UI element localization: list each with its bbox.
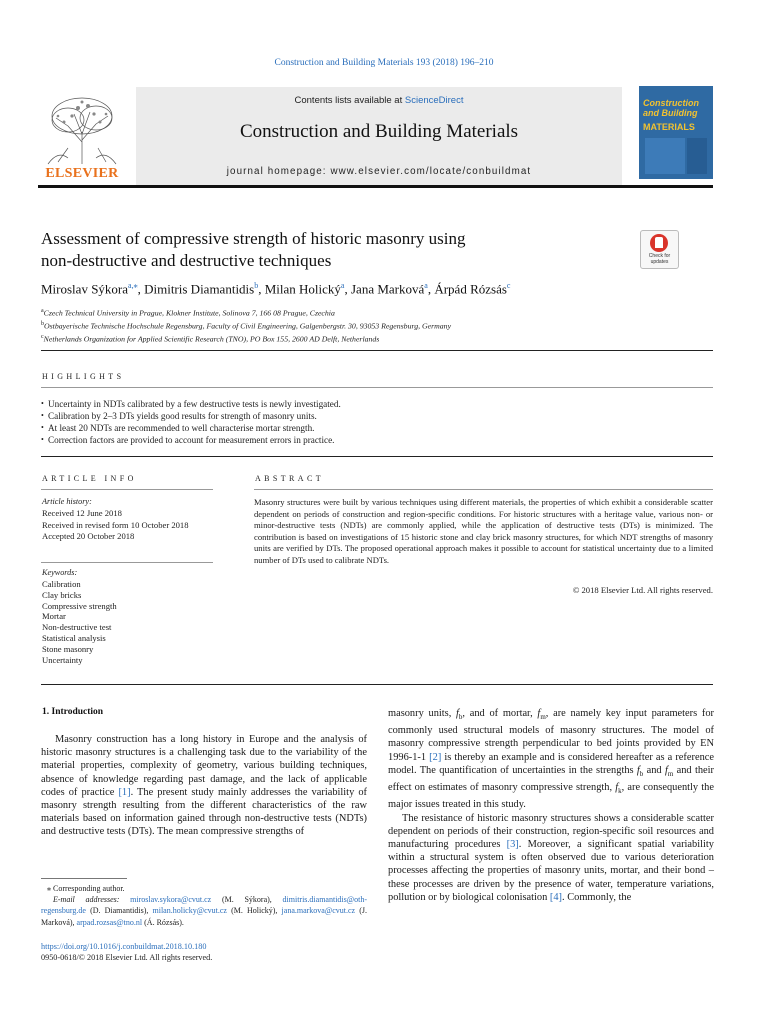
keyword[interactable]: Statistical analysis bbox=[42, 632, 106, 643]
divider bbox=[41, 489, 213, 490]
elsevier-tree-icon bbox=[38, 92, 126, 166]
article-history bbox=[42, 508, 242, 543]
author-affiliation-marker[interactable]: c bbox=[506, 281, 511, 290]
email-link[interactable]: dimitris.diamantidis@oth-regensburg.de bbox=[41, 895, 368, 916]
author-affiliation-marker[interactable]: a bbox=[340, 281, 345, 290]
affiliation bbox=[41, 319, 701, 332]
divider bbox=[41, 684, 713, 685]
author-name[interactable]: Dimitris Diamantidis bbox=[144, 281, 255, 297]
abstract-text: Masonry structures were built by various techniques using different materials, the properties of which exhibit a considerable scatter dependent on periods of construction and region-specific conditions. For historic structures with a heritage value, various non- or minor-destructive tests (NDTs) are commonly applied, while the application of destructive tests (DTs) is minimized. The contribution is based on investigations of 15 historic stone and clay brick masonry structures, for which NDT strengths of masonry units are verified by DTs. The proposed operational approach makes it possible to account for statistical uncertainty due to a limited number of DTs used to calibrate NDTs. bbox=[254, 497, 713, 565]
highlight-item: • Uncertainty in NDTs calibrated by a few destructive tests is newly investigated. bbox=[41, 398, 713, 410]
corresponding-author-note: ⁎ Corresponding author. bbox=[47, 884, 125, 893]
affiliation-marker: c bbox=[41, 333, 44, 340]
doi-block bbox=[41, 941, 212, 964]
reference-link-4[interactable]: [4] bbox=[549, 891, 563, 903]
email-link[interactable]: miroslav.sykora@cvut.cz bbox=[130, 895, 212, 905]
author-affiliation-marker[interactable]: a bbox=[424, 281, 428, 290]
body-column-right bbox=[388, 707, 714, 904]
affiliation bbox=[41, 306, 701, 319]
reference-link-1[interactable]: [1] bbox=[118, 786, 131, 798]
section-heading-introduction: 1. Introduction bbox=[42, 707, 104, 717]
author-name[interactable]: Milan Holický bbox=[264, 281, 341, 297]
journal-homepage-link[interactable]: www.elsevier.com/locate/conbuildmat bbox=[330, 166, 532, 177]
abstract-heading: ABSTRACT bbox=[255, 474, 324, 483]
author-list: Miroslav Sýkora$^{a,⁎}$, Dimitris Diamantidis$^b$, Milan Holický$^a$, Jana Marková$^a$, Árpád Rózsás$^c$ bbox=[41, 281, 511, 297]
sciencedirect-link[interactable]: ScienceDirect bbox=[404, 95, 464, 106]
elsevier-logo bbox=[38, 92, 126, 182]
paragraph: Masonry construction has a long history in Europe and the analysis of historic masonry structures is a challenging task due to the variability of the material properties, complexity of geometry, various building techniques, absence of knowledge regarding past damage, and the lack of applicable codes of practice [1]. The present study mainly addresses the variability of masonry strength resulting from the different characteristics of the raw materials based on information gained through non-destructive tests (NDTs) and destructive tests (DTs). The mean compressive strengths of bbox=[41, 734, 367, 838]
article-title: Assessment of compressive strength of historic masonry using non-destructive and destructive techniques bbox=[41, 229, 466, 270]
journal-homepage: journal homepage: www.elsevier.com/locate/conbuildmat bbox=[226, 166, 532, 177]
divider bbox=[254, 489, 713, 490]
highlights-list bbox=[41, 398, 713, 446]
reference-link-3[interactable]: [3] bbox=[506, 839, 519, 851]
author-name[interactable]: Árpád Rózsás bbox=[434, 281, 507, 297]
author-name[interactable]: Miroslav Sýkora bbox=[41, 281, 129, 297]
bookmark-icon bbox=[650, 234, 668, 252]
highlight-item: • Calibration by 2–3 DTs yields good results for strength of masonry units. bbox=[41, 410, 713, 422]
email-addresses: E-mail addresses: miroslav.sykora@cvut.cz (M. Sýkora), dimitris.diamantidis@oth-regensburg.de (D. Diamantidis), milan.holicky@cvut.cz (M. Holický), jana.markova@cvut.cz (J. Marková), arpad.rozsas@tno.nl (Á. Rózsás). bbox=[41, 895, 368, 927]
abstract-copyright: © 2018 Elsevier Ltd. All rights reserved. bbox=[572, 585, 713, 595]
history-entry: Received 12 June 2018 bbox=[42, 508, 122, 518]
keyword[interactable]: Compressive strength bbox=[42, 600, 117, 611]
history-entry: Received in revised form 10 October 2018 bbox=[42, 519, 189, 530]
affiliation-text: Ostbayerische Technische Hochschule Regensburg, Faculty of Civil Engineering, Galgenbergstr. 30, 93053 Regensburg, Germany bbox=[44, 321, 452, 331]
email-label: E-mail addresses: bbox=[53, 895, 131, 905]
author-affiliation-marker[interactable]: b bbox=[254, 281, 259, 290]
cover-graphic bbox=[645, 138, 685, 174]
cover-title: Construction and Building bbox=[643, 98, 699, 118]
contents-available: Contents lists available at ScienceDirect bbox=[294, 95, 464, 106]
affiliation-text: Netherlands Organization for Applied Scientific Research (TNO), PO Box 155, 2600 AD Delft, Netherlands bbox=[43, 334, 380, 344]
keyword[interactable]: Uncertainty bbox=[42, 654, 83, 665]
footnotes bbox=[41, 883, 367, 928]
doi-link[interactable]: https://doi.org/10.1016/j.conbuildmat.2018.10.180 bbox=[41, 942, 207, 951]
cover-graphic-strip bbox=[687, 138, 707, 174]
reference-link-2[interactable]: [2] bbox=[429, 751, 442, 763]
issn-line: 0950-0618/© 2018 Elsevier Ltd. All rights reserved. bbox=[41, 953, 213, 963]
email-link[interactable]: arpad.rozsas@tno.nl bbox=[76, 917, 143, 927]
history-label: Article history: bbox=[42, 497, 92, 506]
keyword-list bbox=[42, 579, 222, 665]
divider bbox=[41, 387, 713, 388]
affiliation-marker: a bbox=[41, 308, 44, 314]
affiliation-list bbox=[41, 306, 701, 345]
author-affiliation-marker[interactable]: a,⁎ bbox=[128, 281, 138, 290]
check-for-updates-button[interactable] bbox=[640, 230, 679, 269]
footnote-rule bbox=[41, 878, 127, 879]
email-link[interactable]: jana.markova@cvut.cz bbox=[281, 906, 356, 916]
divider bbox=[41, 350, 713, 351]
article-info-heading: ARTICLE INFO bbox=[42, 474, 137, 483]
journal-citation-link[interactable]: Construction and Building Materials 193 (2018) 196–210 bbox=[274, 58, 494, 68]
keyword[interactable]: Non-destructive test bbox=[42, 622, 112, 633]
affiliation-marker: b bbox=[41, 320, 44, 327]
masthead-rule bbox=[38, 185, 713, 188]
check-updates-label: Check for updates bbox=[648, 253, 671, 265]
affiliation bbox=[41, 332, 701, 345]
journal-cover-thumbnail[interactable] bbox=[639, 86, 713, 179]
keyword[interactable]: Calibration bbox=[42, 579, 81, 589]
highlight-item: • Correction factors are provided to account for measurement errors in practice. bbox=[41, 434, 713, 446]
journal-title: Construction and Building Materials bbox=[239, 121, 519, 142]
paragraph: The resistance of historic masonry structures shows a considerable scatter dependent on periods of their construction, region-specific soil resources and manufacturing procedures [3]. Moreover, a significant spatial variability within a structural system is often observed due to various deterioration processes affecting the properties of masonry units, mortar, and their bond – these processes are driven by the presence of water, temperature variations, pollution or by biological colonisation [4]. Commonly, the bbox=[388, 812, 714, 903]
keyword[interactable]: Mortar bbox=[42, 611, 66, 622]
body-column-left bbox=[41, 733, 367, 839]
email-link[interactable]: milan.holicky@cvut.cz bbox=[152, 906, 227, 916]
paragraph: masonry units, $f_b$, and of mortar, $f_m$, are namely key input parameters for commonly used structural models of masonry structures. The model of masonry compressive strength perpendicular to bed joints provided by EN 1996-1-1 [2] is thereby an example and is considered hereafter as a reference model. The quantification of uncertainties in the strengths $f_b$ and $f_m$ and their effect on estimates of masonry compressive strength, $f_k$, are consequently the major issues treated in this study. bbox=[388, 708, 714, 811]
divider bbox=[41, 456, 713, 457]
keyword[interactable]: Stone masonry bbox=[42, 643, 94, 654]
history-entry: Accepted 20 October 2018 bbox=[42, 531, 135, 542]
divider bbox=[41, 562, 213, 563]
keywords-label: Keywords: bbox=[42, 568, 78, 577]
cover-subtitle: MATERIALS bbox=[643, 122, 695, 132]
highlight-item: • At least 20 NDTs are recommended to well characterise mortar strength. bbox=[41, 422, 713, 434]
keyword[interactable]: Clay bricks bbox=[42, 589, 82, 600]
author-name[interactable]: Jana Marková bbox=[350, 281, 425, 297]
elsevier-wordmark: ELSEVIER bbox=[45, 166, 119, 181]
affiliation-text: Czech Technical University in Prague, Klokner Institute, Solinova 7, 166 08 Prague, Czechia bbox=[43, 308, 335, 318]
highlights-heading: HIGHLIGHTS bbox=[42, 372, 125, 381]
